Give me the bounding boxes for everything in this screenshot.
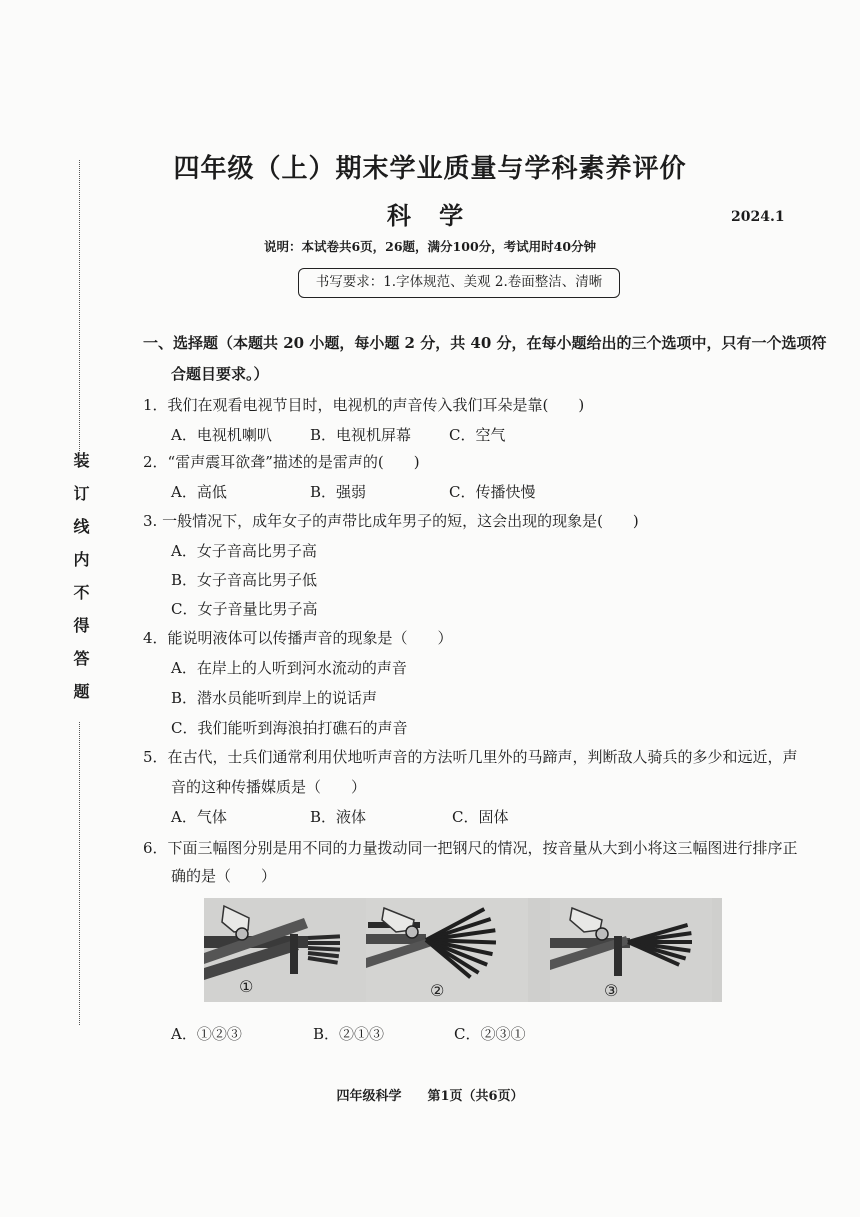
q5-option-c: C．固体 xyxy=(452,808,509,826)
q3-option-b: B．女子音高比男子低 xyxy=(171,571,318,589)
q4-option-a: A．在岸上的人听到河水流动的声音 xyxy=(171,659,407,677)
figure-label-3: ③ xyxy=(604,981,619,1000)
question-1-stem: 1．我们在观看电视节目时，电视机的声音传入我们耳朵是靠( ) xyxy=(143,396,585,414)
section-heading: 一、选择题（本题共 20 小题，每小题 2 分，共 40 分，在每小题给出的三个选项中，只有一个选项符 xyxy=(143,334,827,352)
q3-option-c: C．女子音量比男子高 xyxy=(171,600,318,618)
q4-option-b: B．潜水员能听到岸上的说话声 xyxy=(171,689,378,707)
question-6-stem: 6．下面三幅图分别是用不同的力量拨动同一把钢尺的情况，按音量从大到小将这三幅图进行排序正 xyxy=(143,839,798,857)
q1-option-a: A．电视机喇叭 xyxy=(171,426,272,444)
binding-warning-text: 装订线内不得答题 xyxy=(71,452,89,722)
question-5-stem: 5．在古代，士兵们通常利用伏地听声音的方法听几里外的马蹄声，判断敌人骑兵的多少和远近，声 xyxy=(143,748,798,766)
exam-title: 四年级（上）期末学业质量与学科素养评价 xyxy=(173,154,687,184)
exam-subject: 科 学 xyxy=(386,202,474,230)
section-heading-cont: 合题目要求。） xyxy=(171,365,269,383)
q5-option-a: A．气体 xyxy=(171,808,227,826)
writing-requirement-box: 书写要求：1.字体规范、美观 2.卷面整洁、清晰 xyxy=(298,268,620,298)
q2-option-c: C．传播快慢 xyxy=(449,483,536,501)
q6-option-c: C．②③① xyxy=(454,1025,526,1043)
q5-option-b: B．液体 xyxy=(310,808,367,826)
q2-option-b: B．强弱 xyxy=(310,483,367,501)
q6-option-b: B．②①③ xyxy=(313,1025,385,1043)
figure-panel-2 xyxy=(366,898,528,1002)
question-5-stem-cont: 音的这种传播媒质是（ ） xyxy=(171,778,367,796)
figure-panel-1 xyxy=(204,898,366,1002)
q4-option-c: C．我们能听到海浪拍打礁石的声音 xyxy=(171,719,408,737)
ruler-figure xyxy=(204,898,722,1002)
figure-label-2: ② xyxy=(430,981,445,1000)
page-footer: 四年级科学 第1页（共6页） xyxy=(336,1089,524,1104)
question-3-stem: 3. 一般情况下，成年女子的声带比成年男子的短，这会出现的现象是( ) xyxy=(143,512,639,530)
figure-label-1: ① xyxy=(239,977,254,996)
q6-option-a: A．①②③ xyxy=(171,1025,242,1043)
q2-option-a: A．高低 xyxy=(171,483,227,501)
question-4-stem: 4．能说明液体可以传播声音的现象是（ ） xyxy=(143,629,453,647)
q3-option-a: A．女子音高比男子高 xyxy=(171,542,317,560)
figure-panel-3 xyxy=(550,898,712,1002)
q1-option-b: B．电视机屏幕 xyxy=(310,426,412,444)
question-6-stem-cont: 确的是（ ） xyxy=(171,867,277,885)
q1-option-c: C．空气 xyxy=(449,426,506,444)
exam-note: 说明：本试卷共6页，26题，满分100分，考试用时40分钟 xyxy=(263,239,597,254)
question-2-stem: 2．“雷声震耳欲聋”描述的是雷声的( ) xyxy=(143,453,420,471)
exam-date: 2024.1 xyxy=(731,209,785,225)
